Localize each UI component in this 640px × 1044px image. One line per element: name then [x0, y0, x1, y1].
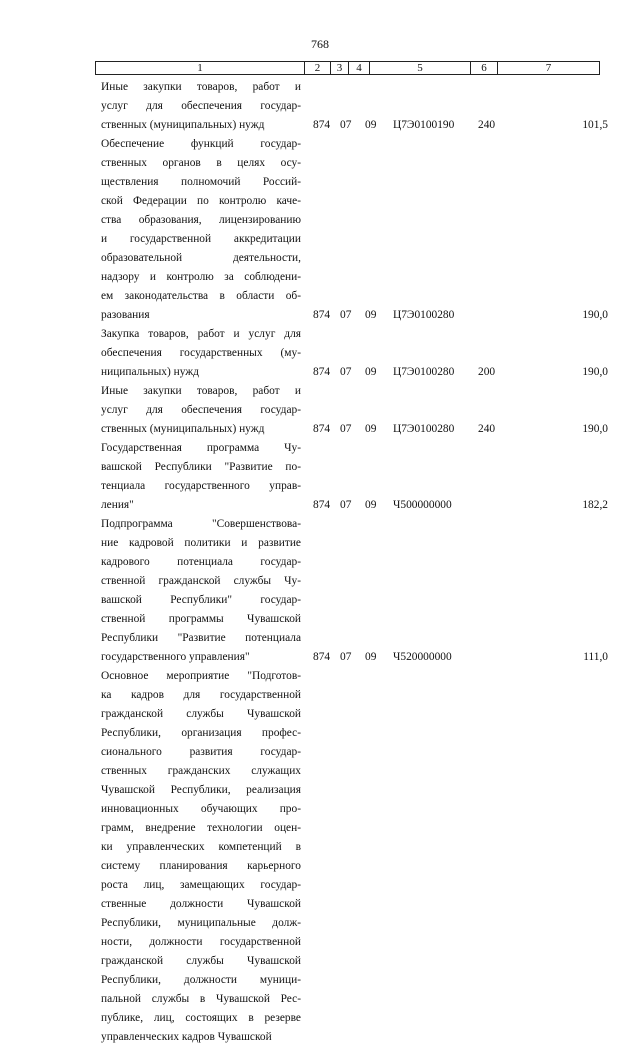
row-section-code: 07: [340, 119, 352, 131]
row-description-line: Республики "Развитие потенциала: [101, 632, 301, 644]
row-description-line: ние кадровой политики и развитие: [101, 537, 301, 549]
row-description-line: Подпрограмма "Совершенствова-: [101, 518, 301, 530]
row-grbs-code: 874: [313, 423, 331, 435]
row-amount: 190,0: [582, 366, 608, 378]
row-target-article: Ц7Э0100280: [393, 423, 455, 435]
row-description-line: образовательной деятельности,: [101, 252, 301, 264]
row-amount: 190,0: [582, 423, 608, 435]
row-description-line: тенциала государственного управ-: [101, 480, 301, 492]
row-description-line: ности, должности государственной: [101, 936, 301, 948]
row-target-article: Ч520000000: [393, 651, 452, 663]
row-description-line: ской Федерации по контролю каче-: [101, 195, 301, 207]
row-description-line: публике, лиц, состоящих в резерве: [101, 1012, 301, 1024]
row-expense-type: 240: [478, 423, 496, 435]
row-amount: 182,2: [582, 499, 608, 511]
row-section-code: 07: [340, 366, 352, 378]
row-description-line: кадрового потенциала государ-: [101, 556, 301, 568]
row-description-line: Чувашской Республики, реализация: [101, 784, 301, 796]
row-target-article: Ч500000000: [393, 499, 452, 511]
row-description-line: ственных (муниципальных) нужд: [101, 119, 265, 131]
row-description-line: ства образования, лицензированию: [101, 214, 301, 226]
row-subsection-code: 09: [365, 499, 377, 511]
row-subsection-code: 09: [365, 651, 377, 663]
row-description-line: ственные должности Чувашской: [101, 898, 301, 910]
row-grbs-code: 874: [313, 651, 331, 663]
row-description-line: ки управленческих компетенций в: [101, 841, 301, 853]
row-description-line: Республики, муниципальные долж-: [101, 917, 301, 929]
row-description-line: ственных органов в целях осу-: [101, 157, 301, 169]
row-amount: 101,5: [582, 119, 608, 131]
row-amount: 111,0: [583, 651, 608, 663]
row-description-line: обеспечения государственных (му-: [101, 347, 301, 359]
row-description-line: Закупка товаров, работ и услуг для: [101, 328, 301, 340]
row-grbs-code: 874: [313, 499, 331, 511]
row-section-code: 07: [340, 651, 352, 663]
row-description-line: Республики, организация профес-: [101, 727, 301, 739]
header-col-7: 7: [545, 62, 552, 74]
row-description-line: ка кадров для государственной: [101, 689, 301, 701]
row-section-code: 07: [340, 423, 352, 435]
row-description-line: грамм, внедрение технологии оцен-: [101, 822, 301, 834]
page-number: 768: [311, 37, 329, 51]
row-amount: 190,0: [582, 309, 608, 321]
row-subsection-code: 09: [365, 119, 377, 131]
row-description-line: вашской Республики" государ-: [101, 594, 301, 606]
header-col-3: 3: [331, 62, 349, 74]
row-description-line: ществления полномочий Россий-: [101, 176, 301, 188]
row-target-article: Ц7Э0100190: [393, 119, 455, 131]
row-description-line: Иные закупки товаров, работ и: [101, 81, 301, 93]
row-description-line: ниципальных) нужд: [101, 366, 199, 378]
header-col-2: 2: [305, 62, 331, 74]
row-description-line: систему планирования карьерного: [101, 860, 301, 872]
table-header-row: [95, 61, 600, 75]
row-description-line: Государственная программа Чу-: [101, 442, 301, 454]
row-expense-type: 200: [478, 366, 496, 378]
row-description-line: управленческих кадров Чувашской: [101, 1031, 272, 1043]
row-grbs-code: 874: [313, 119, 331, 131]
row-target-article: Ц7Э0100280: [393, 309, 455, 321]
row-description-line: вашской Республики "Развитие по-: [101, 461, 301, 473]
row-description-line: ственной гражданской службы Чу-: [101, 575, 301, 587]
row-description-line: инновационных обучающих про-: [101, 803, 301, 815]
row-description-line: государственного управления": [101, 651, 250, 663]
header-col-4: 4: [349, 62, 370, 74]
row-description-line: ственных (муниципальных) нужд: [101, 423, 265, 435]
row-expense-type: 240: [478, 119, 496, 131]
row-section-code: 07: [340, 309, 352, 321]
row-description-line: услуг для обеспечения государ-: [101, 100, 301, 112]
header-col-6: 6: [471, 62, 498, 74]
row-description-line: и государственной аккредитации: [101, 233, 301, 245]
row-description-line: ственной программы Чувашской: [101, 613, 301, 625]
row-description-line: ления": [101, 499, 134, 511]
row-description-line: услуг для обеспечения государ-: [101, 404, 301, 416]
row-subsection-code: 09: [365, 423, 377, 435]
row-description-line: гражданской службы Чувашской: [101, 955, 301, 967]
row-description-line: Республики, должности муници-: [101, 974, 301, 986]
row-description-line: роста лиц, замещающих государ-: [101, 879, 301, 891]
row-description-line: разования: [101, 309, 150, 321]
row-grbs-code: 874: [313, 309, 331, 321]
row-description-line: надзору и контролю за соблюдени-: [101, 271, 301, 283]
row-description-line: ем законодательства в области об-: [101, 290, 301, 302]
header-col-1: 1: [96, 62, 305, 74]
row-description-line: пальной службы в Чувашской Рес-: [101, 993, 301, 1005]
row-description-line: Основное мероприятие "Подготов-: [101, 670, 301, 682]
row-grbs-code: 874: [313, 366, 331, 378]
row-description-line: гражданской службы Чувашской: [101, 708, 301, 720]
header-col-5: 5: [370, 62, 471, 74]
row-description-line: Обеспечение функций государ-: [101, 138, 301, 150]
row-section-code: 07: [340, 499, 352, 511]
row-description-line: ственных гражданских служащих: [101, 765, 301, 777]
row-subsection-code: 09: [365, 309, 377, 321]
row-amount: [560, 1030, 608, 1044]
row-target-article: Ц7Э0100280: [393, 366, 455, 378]
row-description-line: Иные закупки товаров, работ и: [101, 385, 301, 397]
row-subsection-code: 09: [365, 366, 377, 378]
row-description-line: сионального развития государ-: [101, 746, 301, 758]
